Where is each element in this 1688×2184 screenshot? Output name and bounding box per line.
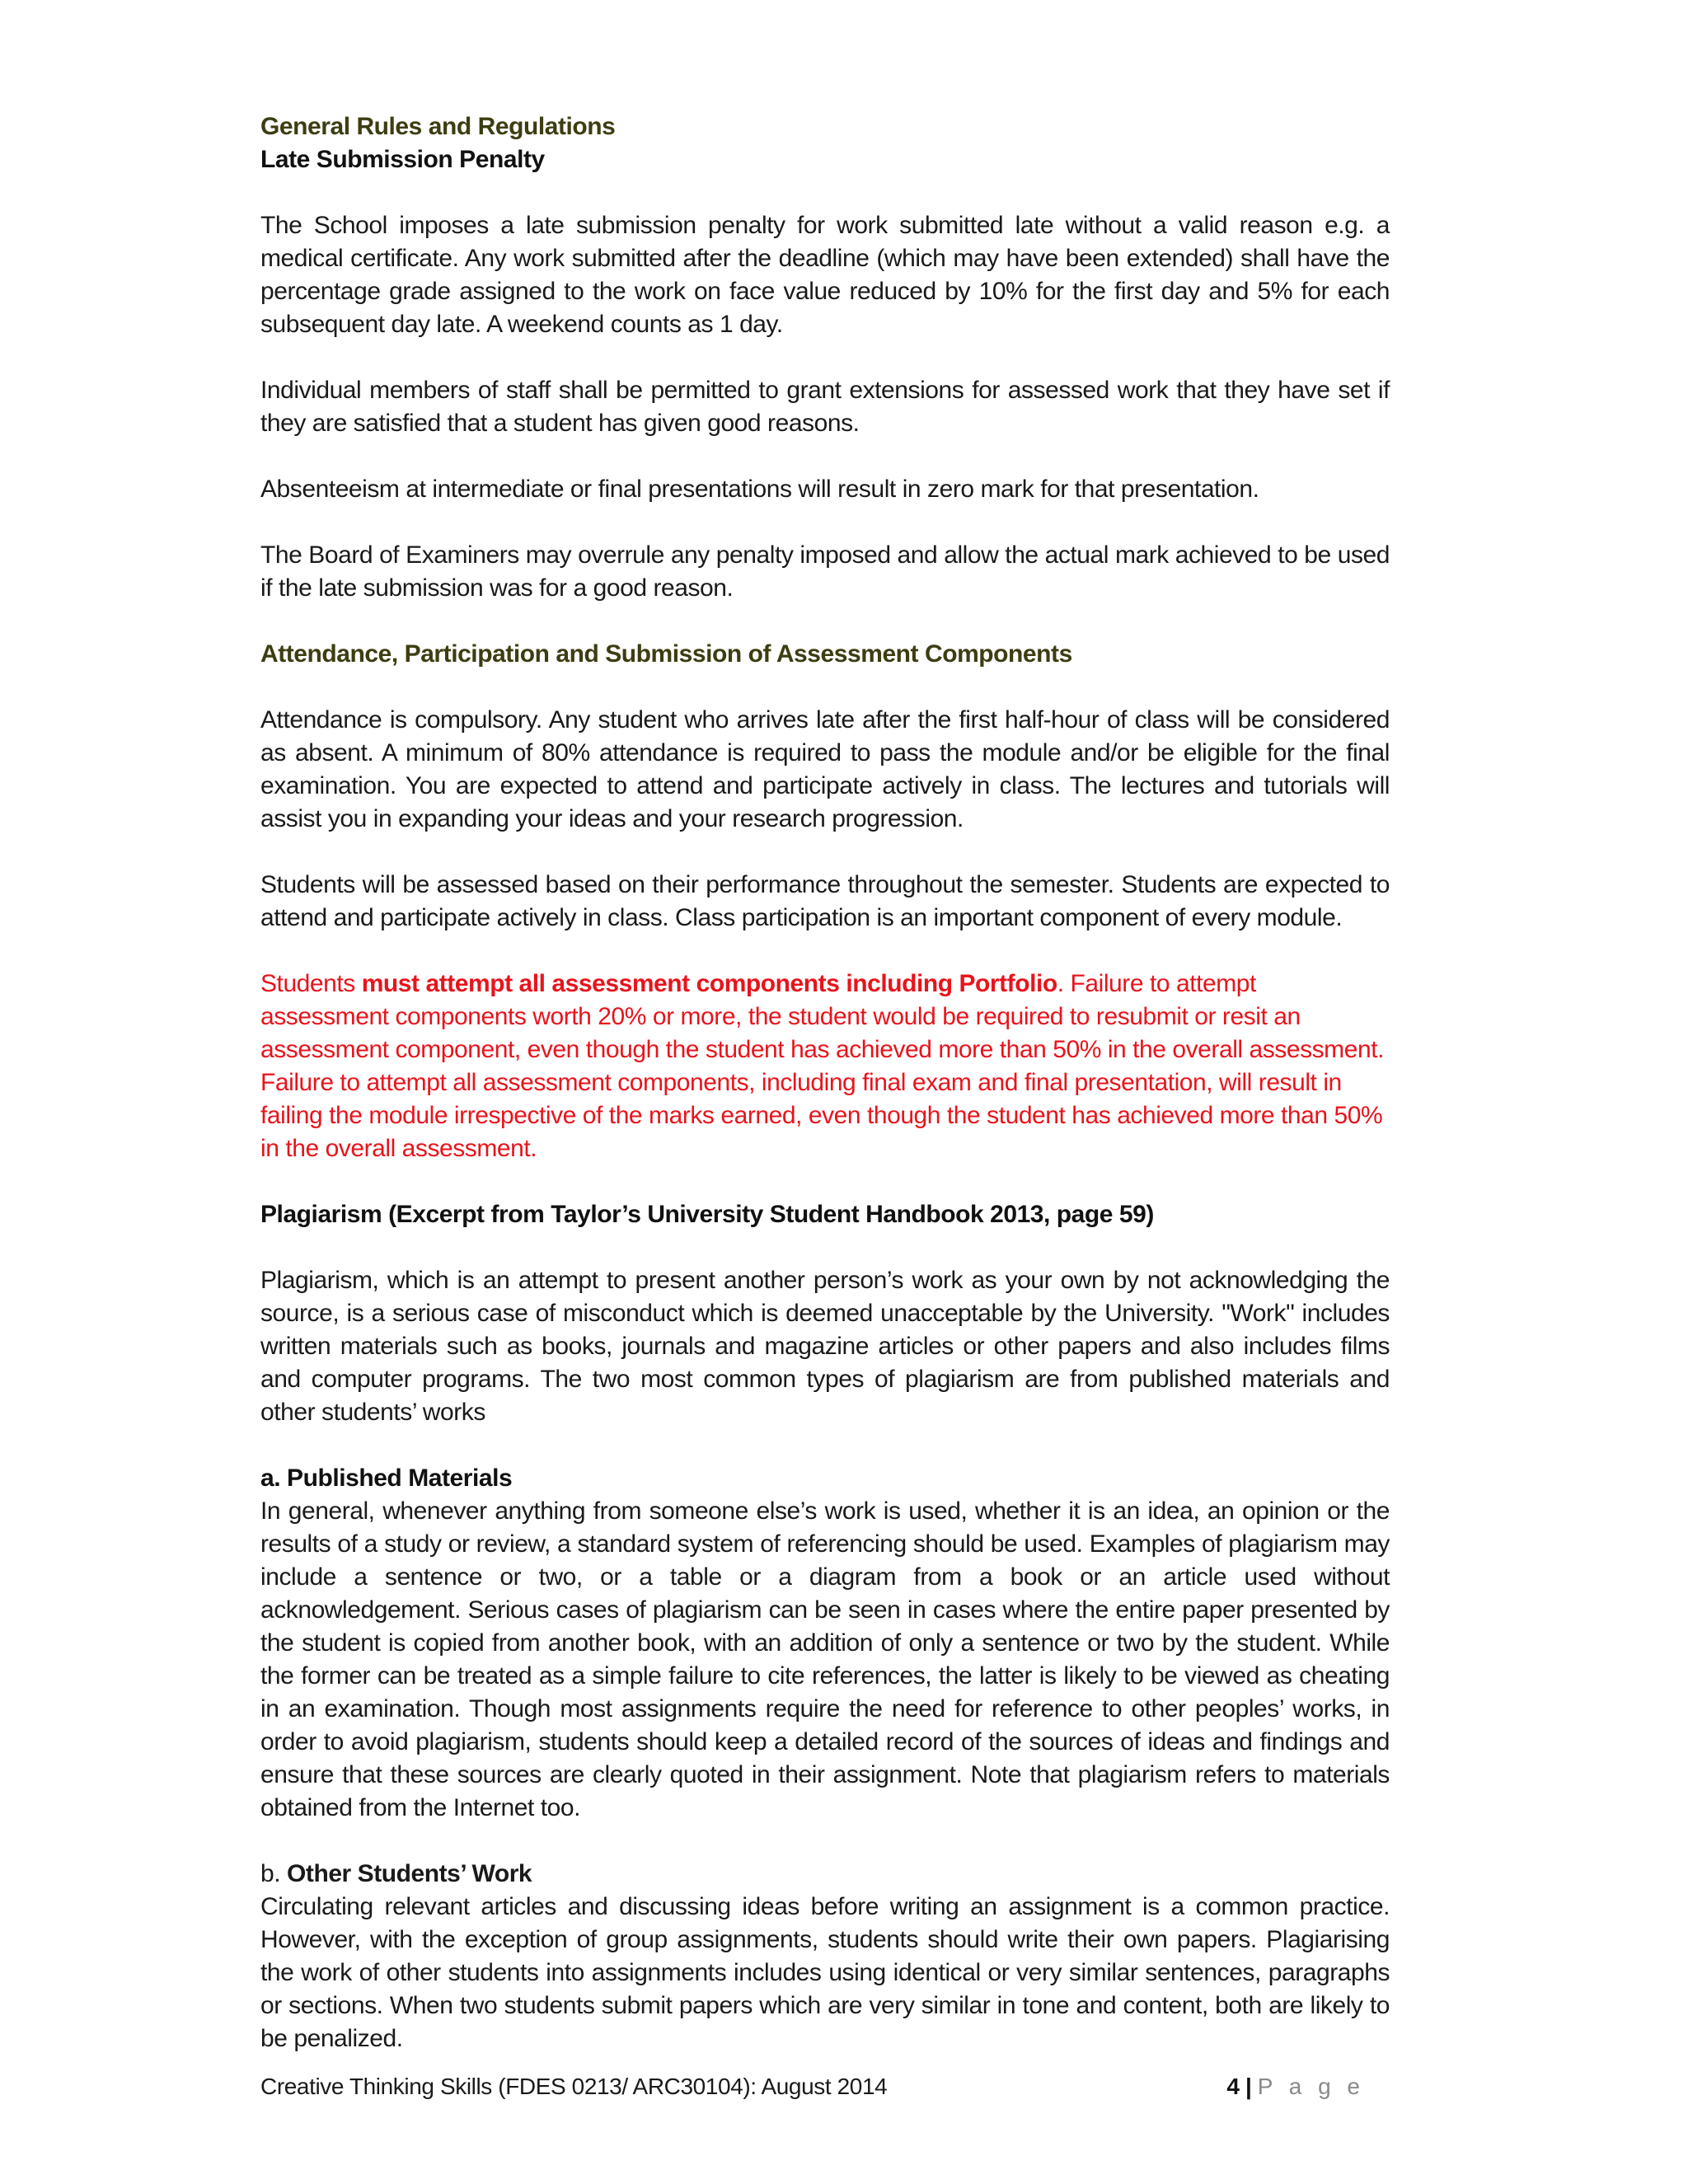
paragraph-attendance: Attendance is compulsory. Any student who arrives late after the first half-hour of class will be considered as absent. A minimum of 80% attendance is required to pass the module and/or be eligible for the final examination. You are expected to attend and participate actively in class. The lectures and tutorials will assist you in expanding your ideas and your research progression. [260,706,1390,832]
page-label: P a g e [1257,2074,1365,2099]
paragraph-late-penalty-rest: . Any work submitted after the deadline (which may have been extended) shall have the percentage grade assigned to the work on face value reduced by 10% for the first day and 5% for each subsequent day late. A weekend counts as 1 day. [260,245,1390,338]
paragraph-board-of-examiners: The Board of Examiners may overrule any penalty imposed and allow the actual mark achieved to be used if the late submission was for a good reason. [260,541,1390,602]
paragraph-late-penalty-start: The School imposes a late submission penalty for work submitted late without a valid reason e.g. a medical certificate [260,212,1390,272]
footer-course-title: Creative Thinking Skills (FDES 0213/ ARC30104): August 2014 [260,2074,888,2099]
warning-emphasis: must attempt all assessment components including Portfolio [361,970,1057,997]
paragraph-assessment-warning [260,968,1390,1165]
document-page [260,110,1390,2055]
paragraph-extensions: Individual members of staff shall be permitted to grant extensions for assessed work that they have set if they are satisfied that a student has given good reasons. [260,377,1390,437]
warning-rest: . Failure to attempt assessment components worth 20% or more, the student would be required to resubmit or resit an assessment component, even though the student has achieved more than 50% in the overall assessment. Failure to attempt all assessment components, including final exam and final presentation, will result in failing the module irrespective of the marks earned, even though the student has achieved more than 50% in the overall assessment. [260,970,1384,1162]
paragraph-absenteeism: Absenteeism at intermediate or final presentations will result in zero mark for that presentation. [260,476,1259,503]
subsection-title-other-students-work [260,1858,1390,1891]
paragraph-late-penalty [260,209,1390,341]
footer-page-number [1226,2072,1365,2102]
subsection-title-late-submission: Late Submission Penalty [260,146,545,173]
section-title-attendance: Attendance, Participation and Submission of Assessment Components [260,640,1072,668]
subsection-title-published-materials: a. Published Materials [260,1465,513,1492]
warning-lead: Students [260,970,362,997]
paragraph-published-materials: In general, whenever anything from someone else’s work is used, whether it is an idea, an opinion or the results of a study or review, a standard system of referencing should be used. Examples of plagiarism may include a sentence or two, or a table or a diagram from a book or an article used without acknowledgement. Serious cases of plagiarism can be seen in cases where the entire paper presented by the student is copied from another book, with an addition of only a sentence or two by the student. While the former can be treated as a simple failure to cite references, the latter is likely to be viewed as cheating in an examination. Though most assignments require the need for reference to other peoples’ works, in order to avoid plagiarism, students should keep a detailed record of the sources of ideas and findings and ensure that these sources are clearly quoted in their assignment. Note that plagiarism refers to materials obtained from the Internet too. [260,1497,1390,1821]
page-number: 4 [1226,2074,1240,2099]
section-title-plagiarism: Plagiarism (Excerpt from Taylor’s University Student Handbook 2013, page 59) [260,1201,1154,1228]
paragraph-other-students-work: Circulating relevant articles and discussing ideas before writing an assignment is a common practice. However, with the exception of group assignments, students should write their own papers. Plagiarising the work of other students into assignments includes using identical or very similar sentences, paragraphs or sections. When two students submit papers which are very similar in tone and content, both are likely to be penalized. [260,1893,1390,2052]
page-separator: | [1245,2074,1252,2099]
paragraph-assessment: Students will be assessed based on their performance throughout the semester. Students are expected to attend and participate actively in class. Class participation is an important component of every module. [260,871,1390,931]
subsection-title-text: Other Students’ Work [287,1860,532,1887]
paragraph-plagiarism: Plagiarism, which is an attempt to present another person’s work as your own by not acknowledging the source, is a serious case of misconduct which is deemed unacceptable by the University. "Work" includes written materials such as books, journals and magazine articles or other papers and also includes films and computer programs. The two most common types of plagiarism are from published materials and other students’ works [260,1267,1390,1426]
subsection-prefix: b. [260,1860,288,1887]
section-title-general-rules: General Rules and Regulations [260,113,616,140]
